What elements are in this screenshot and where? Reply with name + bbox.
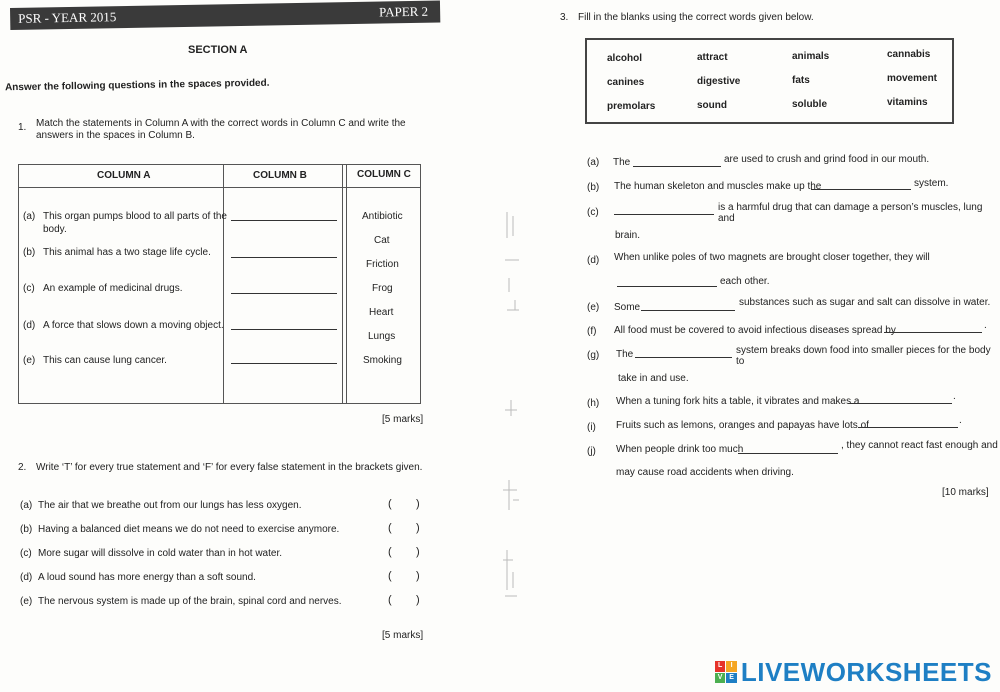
q2-statement-b: Having a balanced diet means we do not need to exercise anymore. [38,524,340,535]
q2-statement-c: More sugar will dissolve in cold water than in hot water. [38,548,283,559]
word-heart: Heart [369,307,394,318]
q3-j-line2: may cause road accidents when driving. [616,467,794,478]
q3-d-line1: When unlike poles of two magnets are brought closer together, they will [614,252,930,263]
q3-c-line2: brain. [615,230,641,241]
match-table [18,164,421,404]
q3-i-post: . [959,415,962,426]
answer-blank-a[interactable] [231,220,337,221]
q3-i-pre: Fruits such as lemons, oranges and papayas have lots of [616,420,869,431]
row-c-label: (c) [23,283,35,294]
q3-label-g: (g) [587,350,600,361]
bracket-close-d: ) [416,570,420,582]
q3-number: 3. [560,12,569,23]
logo-cube-e: E [726,673,737,684]
bracket-close-b: ) [416,522,420,534]
row-a-text2: body. [43,224,67,235]
q3-a-post: are used to crush and grind food in our mouth. [724,154,930,165]
q3-d-post: each other. [720,276,770,287]
table-divider [342,165,343,403]
column-a-header: COLUMN A [97,170,151,181]
q3-label-i: (i) [587,422,596,433]
q2-statement-a: The air that we breathe out from our lungs has less oxygen. [38,500,302,511]
q1-text-line2: answers in the spaces in Column B. [36,130,195,141]
word-friction: Friction [366,259,399,270]
q2-statement-e: The nervous system is made up of the brain, spinal cord and nerves. [38,596,342,607]
q3-h-post: . [953,391,956,402]
blank-b[interactable] [811,189,911,190]
q3-g-post: system breaks down food into smaller pieces for the body to [736,345,991,367]
q3-label-e: (e) [587,302,600,313]
bracket-open-b: ( [388,522,392,534]
header-paper: PAPER 2 [378,3,429,20]
word-bank-canines: canines [607,77,645,88]
column-c-header: COLUMN C [357,169,411,180]
answer-blank-c[interactable] [231,293,337,294]
section-title: SECTION A [188,44,248,56]
logo-cube-v: V [715,673,726,684]
q3-g-line2: take in and use. [618,373,689,384]
table-divider [346,165,347,403]
q3-label-j: (j) [587,446,596,457]
bracket-open-a: ( [388,498,392,510]
row-e-text: This can cause lung cancer. [43,355,167,366]
word-bank-premolars: premolars [607,101,656,112]
q3-label-a: (a) [587,157,600,168]
tf-answer-e[interactable] [396,593,414,607]
blank-h[interactable] [848,403,952,404]
q3-f-pre: All food must be covered to avoid infectious diseases spread by [614,325,896,336]
q3-label-b: (b) [587,182,600,193]
liveworksheets-logo[interactable] [715,658,992,686]
header-year: PSR - YEAR 2015 [18,9,117,26]
logo-text: LIVEWORKSHEETS [740,656,992,687]
q3-b-pre: The human skeleton and muscles make up the [614,181,822,192]
answer-blank-d[interactable] [231,329,337,330]
tf-answer-c[interactable] [396,545,414,559]
q3-j-pre: When people drink too much [616,444,744,455]
q3-b-post: system. [914,178,949,189]
q2-label-d: (d) [20,572,33,583]
q3-label-d: (d) [587,255,600,266]
logo-cube-icon [715,661,737,683]
q3-label-f: (f) [587,326,597,337]
table-header-line [19,187,420,188]
row-b-label: (b) [23,247,36,258]
q2-label-b: (b) [20,524,33,535]
row-d-text: A force that slows down a moving object. [43,320,224,331]
table-divider [223,165,224,403]
q2-label-c: (c) [20,548,32,559]
row-b-text: This animal has a two stage life cycle. [43,247,211,258]
q3-label-h: (h) [587,398,600,409]
q3-a-pre: The [613,157,631,168]
q3-h-pre: When a tuning fork hits a table, it vibrates and makes a [616,396,860,407]
blank-i[interactable] [858,427,958,428]
row-a-label: (a) [23,211,36,222]
q2-label-e: (e) [20,596,33,607]
page-header [10,0,440,30]
q2-label-a: (a) [20,500,33,511]
word-bank-alcohol: alcohol [607,53,643,64]
q1-marks: [5 marks] [382,414,424,425]
q1-number: 1. [18,122,27,133]
bracket-close-e: ) [416,594,420,606]
logo-cube-l: L [715,661,726,672]
blank-g[interactable] [635,357,732,358]
word-bank [585,38,954,124]
tf-answer-b[interactable] [396,521,414,535]
q3-marks: [10 marks] [942,487,989,498]
logo-cube-i: I [726,661,737,672]
blank-c[interactable] [614,214,714,215]
word-bank-vitamins: vitamins [887,97,928,108]
word-smoking: Smoking [363,355,402,366]
q3-j-post: , they cannot react fast enough and [841,440,998,451]
row-d-label: (d) [23,320,36,331]
word-bank-cannabis: cannabis [887,49,931,60]
tf-answer-d[interactable] [396,569,414,583]
answer-blank-e[interactable] [231,363,337,364]
word-bank-movement: movement [887,73,938,84]
q1-text-line1: Match the statements in Column A with the correct words in Column C and write the [36,118,406,129]
q2-marks: [5 marks] [382,630,424,641]
blank-a[interactable] [633,166,721,167]
column-b-header: COLUMN B [253,170,307,181]
word-bank-attract: attract [697,52,728,63]
row-e-label: (e) [23,355,36,366]
word-bank-fats: fats [792,75,810,86]
word-bank-soluble: soluble [792,99,828,110]
blank-d[interactable] [617,286,717,287]
q3-e-post: substances such as sugar and salt can dissolve in water. [739,297,991,308]
blank-f[interactable] [884,332,982,333]
word-cat: Cat [374,235,390,246]
bracket-open-c: ( [388,546,392,558]
blank-e[interactable] [641,310,735,311]
bracket-close-a: ) [416,498,420,510]
row-c-text: An example of medicinal drugs. [43,283,183,294]
answer-blank-b[interactable] [231,257,337,258]
word-lungs: Lungs [368,331,396,342]
q3-g-pre: The [616,349,634,360]
q3-label-c: (c) [587,207,599,218]
word-bank-sound: sound [697,100,727,111]
word-bank-animals: animals [792,51,830,62]
q2-text: Write ‘T’ for every true statement and ‘F’ for every false statement in the brackets given. [36,462,423,473]
q2-statement-d: A loud sound has more energy than a soft sound. [38,572,256,583]
bracket-open-e: ( [388,594,392,606]
tf-answer-a[interactable] [396,497,414,511]
q3-e-pre: Some [614,302,641,313]
instruction: Answer the following questions in the spaces provided. [4,77,270,94]
q3-f-post: . [984,320,987,331]
row-a-text: This organ pumps blood to all parts of the [43,211,227,222]
q3-text: Fill in the blanks using the correct words given below. [578,12,814,23]
word-frog: Frog [372,283,393,294]
bracket-close-c: ) [416,546,420,558]
q3-c-post: is a harmful drug that can damage a person’s muscles, lung and [718,202,983,224]
word-bank-digestive: digestive [697,76,741,87]
gutter-marks [495,200,535,620]
q2-number: 2. [18,462,27,473]
word-antibiotic: Antibiotic [362,211,403,222]
blank-j[interactable] [738,453,838,454]
bracket-open-d: ( [388,570,392,582]
